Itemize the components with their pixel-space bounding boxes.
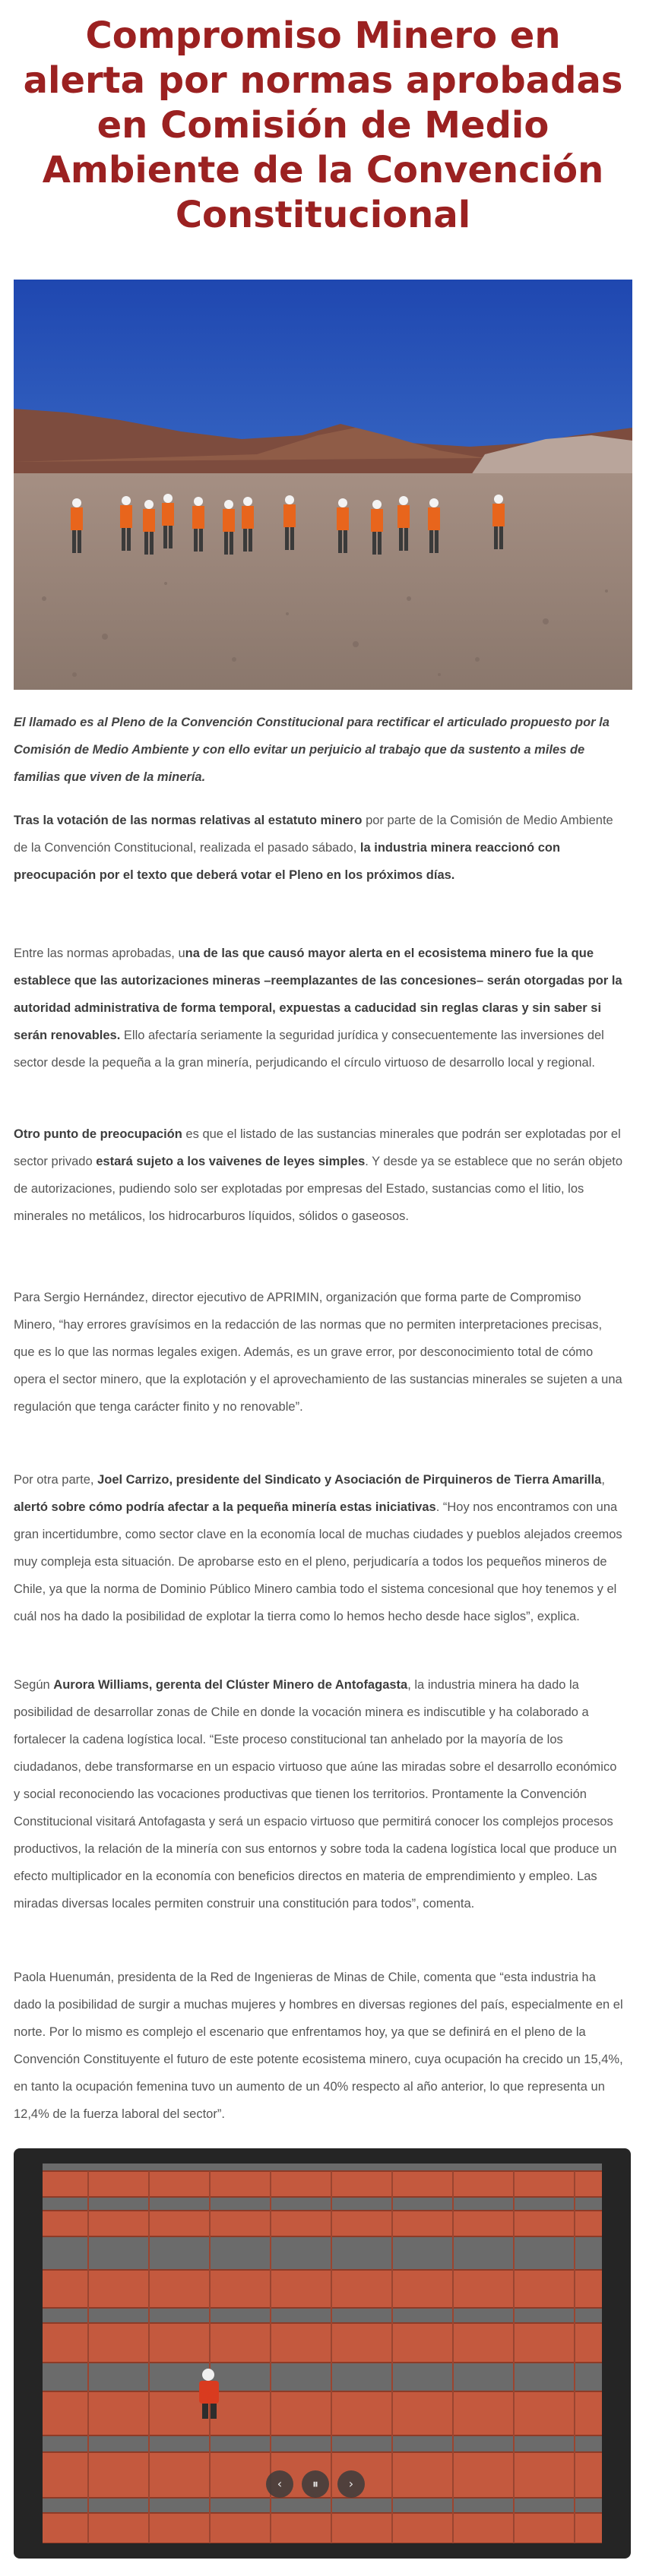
p2-bold-1: na de las que causó mayor alerta en el ecosistema minero fue la que establece que las autorizaciones mineras –reemplazantes de las concesiones– serán otorgadas por la autoridad administrativa de forma temporal, expuestas a caducidad sin reglas claras y sin saber si serán renovables. xyxy=(14,947,622,1042)
prev-arrow-icon[interactable]: ‹ xyxy=(266,2470,293,2498)
paragraph-3 xyxy=(14,1120,626,1230)
p5-bold-2: alertó sobre cómo podría afectar a la pequeña minería estas iniciativas xyxy=(14,1500,436,1514)
p3-bold-1: Otro punto de preocupación xyxy=(14,1127,182,1141)
p5-bold-1: Joel Carrizo, presidente del Sindicato y Asociación de Pirquineros de Tierra Amarilla xyxy=(97,1473,602,1487)
pause-icon[interactable]: ⏸ xyxy=(302,2470,329,2498)
paragraph-6 xyxy=(14,1671,626,1917)
hero-photo-miners xyxy=(14,280,632,690)
p5-text-2: , xyxy=(601,1473,605,1487)
paragraph-5 xyxy=(14,1466,626,1630)
p5-text-3: . “Hoy nos encontramos con una gran incertidumbre, como sector clave en la economía local de muchas ciudades y pueblos alejados creemos muy compleja esta situación. De aprobarse esto en el pleno, perjudicaría a todos los pequeños mineros de Chile, ya que la norma de Dominio Público Minero cambia todo el sistema concesional que hoy tenemos y el cuál nos ha dado la posibilidad de explotar la tierra como lo hemos hecho desde hace siglos”, explica. xyxy=(14,1500,622,1623)
paragraph-4: Para Sergio Hernández, director ejecutivo de APRIMIN, organización que forma parte de Compromiso Minero, “hay errores gravísimos en la redacción de las normas que no permiten interpretaciones precisas, que es lo que las normas legales exigen. Además, es un grave error, por desconocimiento total de cómo opera el sector minero, que la explotación y el aprovechamiento de las sustancias minerales se sujeten a una regulación que tenga carácter finito y no renovable”. xyxy=(14,1291,622,1414)
paragraph-7: Paola Huenumán, presidenta de la Red de Ingenieras de Minas de Chile, comenta que “esta industria ha dado la posibilidad de surgir a muchas mujeres y hombres en diversas regiones del país, especialmente en el norte. Por lo mismo es complejo el escenario que enfrentamos hoy, ya que se definirá en el pleno de la Convención Constituyente el futuro de este potente ecosistema minero, cuya ocupación ha crecido un 15,4%, en tanto la ocupación femenina tuvo un aumento de un 40% respecto al año anterior, lo que representa un 12,4% de la fuerza laboral del sector”. xyxy=(14,1971,623,2121)
p3-text-2: . Y desde ya se establece que no serán objeto de autorizaciones, pudiendo solo ser explotadas por empresas del Estado, sustancias como el litio, los minerales no metálicos, los hidrocarburos líquidos, sólidos o gaseosos. xyxy=(14,1155,623,1223)
p6-text-1: Según xyxy=(14,1678,54,1692)
photo-caption: El llamado es al Pleno de la Convención Constitucional para rectificar el articulado propuesto por la Comisión de Medio Ambiente y con ello evitar un perjuicio al trabajo que da sustento a miles de familias que viven de la minería. xyxy=(14,716,610,784)
p2-text-1: Entre las normas aprobadas, u xyxy=(14,947,185,960)
p5-text-1: Por otra parte, xyxy=(14,1473,98,1487)
article-title: Compromiso Minero en alerta por normas aprobadas en Comisión de Medio Ambiente de la Convención Constitucional xyxy=(23,14,623,236)
p1-bold-2: la industria minera reaccionó con preocupación por el texto que deberá votar el Pleno en los próximos días. xyxy=(14,841,561,882)
p1-text-1: por parte de la Comisión de Medio Ambiente de la Convención Constitucional, realizada el pasado sábado, xyxy=(14,814,613,855)
paragraph-2 xyxy=(14,940,626,1076)
p3-bold-2: estará sujeto a los vaivenes de leyes simples xyxy=(96,1155,366,1168)
p6-text-2: , la industria minera ha dado la posibilidad de desarrollar zonas de Chile en donde la vocación minera es indiscutible y ha colaborado a fortalecer la cadena logística local. “Este proceso constitucional tan anhelado por la mayoría de los ciudadanos, debe transformarse en un espacio virtuoso que aúne las miradas sobre el desarrollo económico y social reconociendo las vocaciones productivas que tienen los territorios. Prontamente la Convención Constitucional visitará Antofagasta y será un espacio virtuoso que permitirá conocer los complejos procesos productivos, la relación de la minería con sus entornos y sobre toda la cadena logística local que produce un efecto multiplicador en la economía con beneficios directos en materia de emprendimiento y empleo. Las miradas diversas locales permiten construir una constitución para todos”, comenta. xyxy=(14,1678,617,1911)
paragraph-1 xyxy=(14,807,626,889)
p3-text-1: es que el listado de las sustancias minerales que podrán ser explotadas por el sector privado xyxy=(14,1127,621,1168)
p1-bold-1: Tras la votación de las normas relativas al estatuto minero xyxy=(14,814,363,827)
slideshow-controls xyxy=(251,2467,380,2501)
next-arrow-icon[interactable]: › xyxy=(337,2470,365,2498)
p6-bold-1: Aurora Williams, gerenta del Clúster Minero de Antofagasta xyxy=(53,1678,408,1692)
p2-text-2: Ello afectaría seriamente la seguridad jurídica y consecuentemente las inversiones del sector desde la pequeña a la gran minería, perjudicando el círculo virtuoso de desarrollo local y regional. xyxy=(14,1029,604,1070)
